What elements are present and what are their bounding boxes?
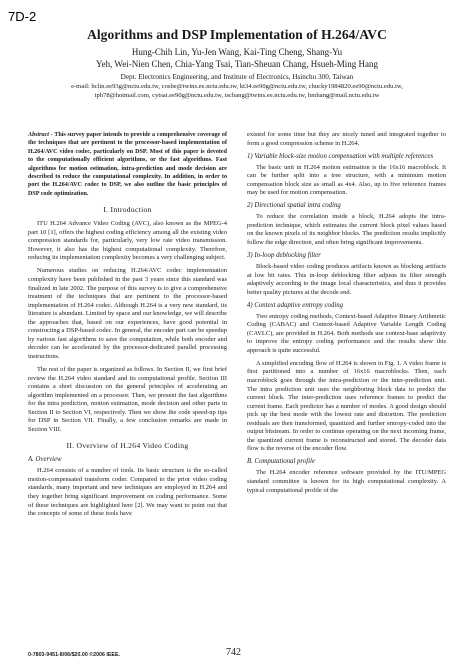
body-paragraph: Block-based video coding produces artifacts known as blocking artifacts at low bit rates. This in-loop deblocking filter adjusts its filter strength adaptively according to the image local characteristics, and thus it provides better quality pictures at the decode end.	[247, 262, 446, 296]
body-paragraph: The basic unit in H.264 motion estimation is the 16x16 macroblock. It can be further split into a tree structure, with a minimum motion compensation block size as small as 4x4. Also, up to five reference frames may be used for motion compensation.	[247, 163, 446, 197]
subsection-heading-computational-profile: B. Computational profile	[247, 458, 315, 466]
body-paragraph: Numerous studies on reducing H.264/AVC codec implementation complexity have been published in the past 3 years since this standard was finalized in late 2002. The purpose of this survey is to give a comprehensive treatment of the techniques that are pertinent to the processor-based implementation of H.264 codec. Although H.264 is a very new standard, its literature is abundant. Limited by space and our knowledge, we will describe the approaches that, based on our experiences, have good potential in constructing a DSP-based codec. In general, the encoder part can be speedup by various fast algorithms to save the computation, while both encoder and decoder can be accelerated by the processor-dedicated parallel processing instructions.	[28, 267, 227, 360]
list-item-heading: 4) Context adaptive entropy coding	[247, 301, 344, 309]
footer-isbn: 0-7803-9451-8/06/$20.00 ©2006 IEEE.	[28, 652, 120, 658]
paper-title: Algorithms and DSP Implementation of H.264/AVC	[87, 27, 387, 42]
section-heading-introduction: I. Introduction	[103, 205, 152, 215]
body-paragraph: A simplified encoding flow of H.264 is shown in Fig. 1. A video frame is first partitioned into a number of 16x16 macroblocks. Then, each macroblock goes through the intra-prediction or the inter-prediction unit. The intra prediction unit uses the neighboring block data to predict the current block. The inter-prediction uses reference frames to predict the current frame. Each predictor has a number of modes. A good design should pick up the best mode with the lowest rate and distortion. The prediction residuals are then transformed, quantized and further entropy-coded into the output bitstream. In order to continue operating on the next incoming frame, the quantized current frame is reconstructed and stored. The decoder data flow is the reverse of the encoder flow.	[247, 359, 446, 453]
author-line: Yeh, Wei-Nien Chen, Chia-Yang Tsai, Tian-Sheuan Chang, Hsueh-Ming Hang	[96, 58, 378, 69]
right-column	[247, 131, 446, 500]
email-list	[0, 82, 474, 100]
list-item-heading: 1) Variable block-size motion compensation with multiple references	[247, 152, 434, 160]
list-item-heading: 3) In-loop deblocking filter	[247, 251, 321, 259]
body-paragraph: H.264 consists of a number of tools. Its basic structure is the so-called motion-compensated transform coder. Compared to the prior video coding standards, many important and new techniques are employed in H.264 and they together bring significant improvement on coding performance. Some of these techniques are highlighted here [2]. We may want to point out that the concepts of some of these tools have	[28, 467, 227, 518]
body-paragraph: The H.264 encoder reference software provided by the ITU/MPEG standard committee is known for its high computational complexity. A typical computational profile of the	[247, 469, 446, 494]
body-paragraph: Two entropy coding methods, Context-based Adaptive Binary Arithmetic Coding (CABAC) and Context-based Adaptive Variable Length Coding (CAVLC), are provided in H.264. Both methods use context-base adaptivity to improve the entropy coding performance and the results show this approach is quite successful.	[247, 312, 446, 354]
left-column	[28, 131, 227, 523]
list-item-heading: 2) Directional spatial intra coding	[247, 202, 341, 210]
subsection-heading-overview: A. Overview	[28, 456, 62, 464]
body-paragraph: The rest of the paper is organized as follows. In Section II, we first brief review the H.264 video standard and its computational profile. Section III contains a short discussion on the general principles of accelerating an algorithm implemented on a processor. Then, we present the fast algorithms for the intra prediction, motion estimation, mode decision and other parts in Section II to Section VI, respectively. Then we show the code speed-up tips for DSP in Section VII. Finally, a few conclusion remarks are made in Section VIII.	[28, 366, 227, 433]
section-heading-overview: II. Overview of H.264 Video Coding	[66, 441, 189, 451]
session-tag: 7D-2	[8, 9, 37, 24]
abstract	[28, 131, 227, 198]
author-list	[0, 47, 474, 70]
body-paragraph: To reduce the correlation inside a block, H.264 adopts the intra-prediction technique, which estimates the current block pixel values based on the known pixels of its neighbor blocks. The prediction results implicitly follow the edge direction, and often bring significant improvements.	[247, 213, 446, 246]
email-line: e-mail: hclin.ee93g@nctu.edu.tw, cosbe@twins.ee.nctu.edu.tw, kt34.ee90g@nctu.edu.tw, chucky1984820.ee90@nctu.edu.tw,	[71, 83, 403, 90]
affiliation: Dept. Electronics Engineering, and Institute of Electronics, Hsinchu 300, Taiwan	[120, 73, 354, 81]
abstract-text: - This survey paper intends to provide a comprehensive coverage of the techniques that are pertinent to the processor-based implementation of H.264/AVC video codec, particularly on DSP. Most of this paper is devoted to the computationally efficient algorithms, or the fast algorithms. Fast algorithms for motion estimation, intra-prediction and mode decision are described to reduce the computational complexity. In addition, in order to port the H.264/AVC codec to DSP, we also outline the basic principles of DSP code optimization.	[28, 132, 227, 197]
body-paragraph: ITU H.264 Advance Video Coding (AVC), also known as the MPEG-4 part 10 [1], offers the highest coding efficiency among all the existing video compression standards for, particularly, very low rate video transmission. However, it also has the highest computational complexity. Therefore, reducing its implementation complexity becomes a very challenging subject.	[28, 220, 227, 262]
author-line: Hung-Chih Lin, Yu-Jen Wang, Kai-Ting Cheng, Shang-Yu	[131, 47, 343, 57]
body-paragraph: existed for some time but they are nicely tuned and integrated together to form a good compression scheme in H.264.	[247, 131, 446, 147]
email-line: tph78@hotmail.com, cytsai.ee90g@nctu.edu.tw, tschang@twins.ee.nctu.edu.tw, hmhang@mail.nctu.edu.tw	[94, 92, 380, 99]
abstract-label: Abstract	[28, 132, 49, 138]
page-number: 742	[226, 647, 241, 658]
